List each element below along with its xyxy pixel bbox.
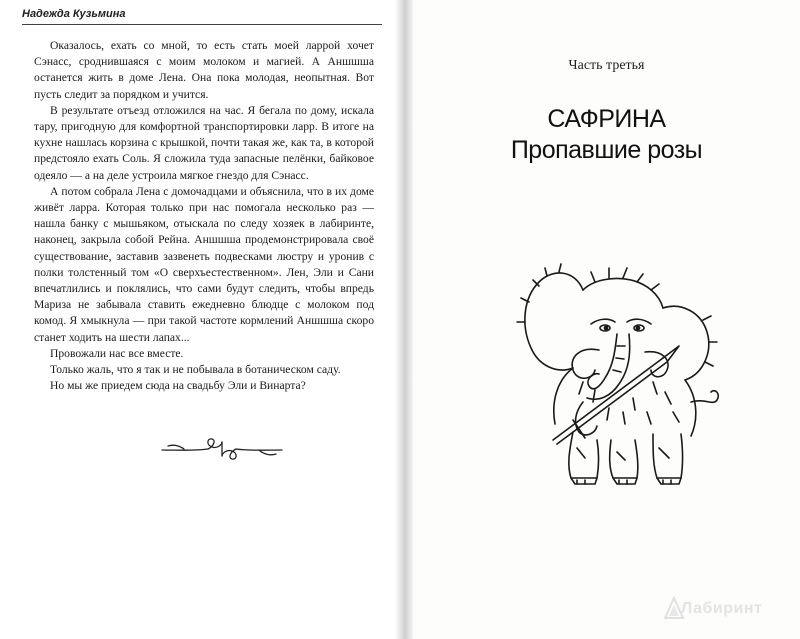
- book-gutter: [395, 0, 413, 639]
- running-head: Надежда Кузьмина: [22, 8, 126, 20]
- header-rule: [22, 24, 382, 25]
- chapter-title: [413, 104, 800, 166]
- paragraph: Провожали нас все вместе.: [50, 346, 184, 360]
- paragraph: Но мы же приедем сюда на свадьбу Эли и Винарта?: [50, 379, 306, 393]
- chapter-title-name: САФРИНА: [547, 105, 666, 133]
- mammoth-illustration: [513, 262, 733, 494]
- paragraph: Оказалось, ехать со мной, то есть стать моей ларрой хочет Сэнасс, сроднившаяся с моим молоком и магией. А Аншшша останется жить в доме Лена. Она пока молодая, неопытная. Вот пусть следит за порядком и учится.: [34, 39, 374, 101]
- watermark-text: Лабиринт: [681, 600, 763, 617]
- paragraph: А потом собрала Лена с домочадцами и объяснила, что в их доме живёт ларра. Которая только при нас помогала несколько раз — нашла банку с мышьяком, отыскала по следу хозяек в лабиринте, наконец, закрыла собой Рейна. Аншшша продемонстрировала своё существование, заставив зазвенеть подвесками люстру и уронив с полки толстенный том «О сверхъестественном». Лен, Эли и Сани впечатлились и поклялись, что сами будут следить, чтобы впредь Мариза не забывала ставить ежедневно блюдце с молоком под комод. Я хмыкнула — при такой частоте кормлений Аншшша скоро станет ходить на шести лапах...: [34, 184, 374, 344]
- ornament-vignette: [158, 434, 286, 464]
- body-text: [34, 38, 374, 394]
- right-page: [413, 0, 800, 639]
- paragraph: Только жаль, что я так и не побывала в ботаническом саду.: [50, 363, 341, 377]
- paragraph: В результате отъезд отложился на час. Я бегала по дому, искала тару, пригодную для комфортной транспортировки ларр. В итоге на кухне нашлась корзина с крышкой, почти такая же, как та, в которой предстояло ехать Соль. Я сложила туда запасные пелёнки, байковое одеяло — а на деле устроила мягкое гнездо для Сэнасс.: [34, 103, 374, 182]
- part-label: Часть третья: [568, 58, 645, 73]
- chapter-subtitle: Пропавшие розы: [510, 136, 703, 164]
